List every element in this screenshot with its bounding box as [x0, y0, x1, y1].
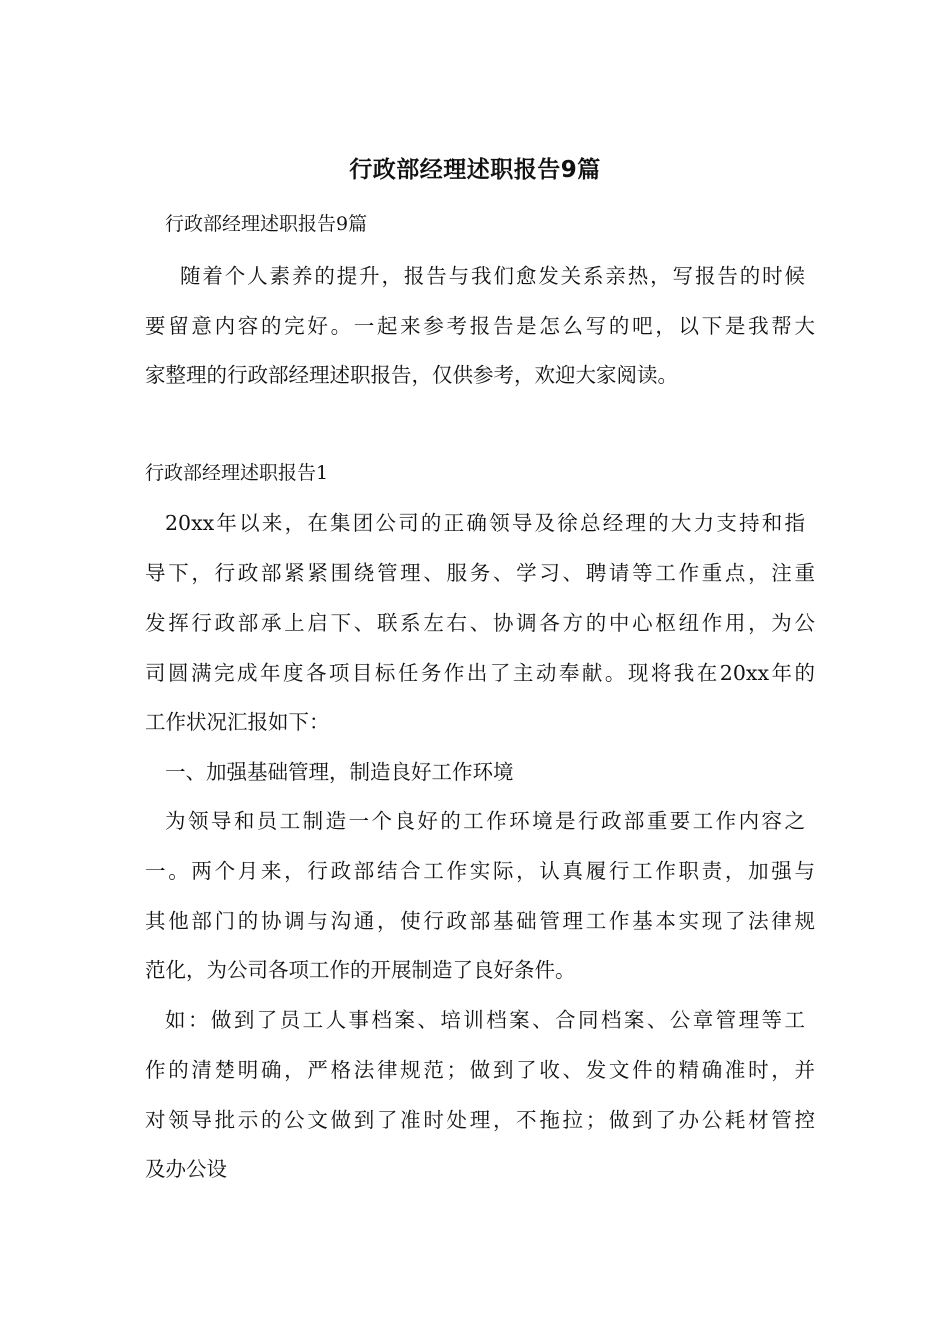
body-line-9: 范化，为公司各项工作的开展制造了良好条件。	[145, 958, 576, 982]
document-title: 行政部经理述职报告9篇	[349, 157, 601, 183]
body-line-8: 其他部门的协调与沟通，使行政部基础管理工作基本实现了法律规	[145, 909, 815, 933]
body-line-7: 一。两个月来，行政部结合工作实际，认真履行工作职责，加强与	[145, 859, 815, 883]
body-line-11: 作的清楚明确，严格法律规范；做到了收、发文件的精确准时，并	[145, 1058, 815, 1082]
subheading-1: 一、加强基础管理，制造良好工作环境	[165, 760, 514, 784]
section-heading: 行政部经理述职报告1	[145, 462, 329, 484]
body-line-4: 司圆满完成年度各项目标任务作出了主动奉献。现将我在20xx年的	[145, 661, 815, 685]
body-line-6: 为领导和员工制造一个良好的工作环境是行政部重要工作内容之	[165, 809, 805, 833]
body-line-2: 导下，行政部紧紧围绕管理、服务、学习、聘请等工作重点，注重	[145, 561, 815, 585]
intro-line-1: 随着个人素养的提升，报告与我们愈发关系亲热，写报告的时候	[180, 264, 805, 288]
intro-line-3: 家整理的行政部经理述职报告，仅供参考，欢迎大家阅读。	[145, 363, 678, 387]
document-subtitle: 行政部经理述职报告9篇	[165, 213, 368, 235]
body-line-13: 及办公设	[145, 1157, 227, 1181]
body-line-10: 如：做到了员工人事档案、培训档案、合同档案、公章管理等工	[165, 1008, 805, 1032]
body-line-12: 对领导批示的公文做到了准时处理，不拖拉；做到了办公耗材管控	[145, 1108, 815, 1132]
body-line-5: 工作状况汇报如下：	[145, 710, 330, 734]
intro-line-2: 要留意内容的完好。一起来参考报告是怎么写的吧，以下是我帮大	[145, 314, 815, 338]
body-line-3: 发挥行政部承上启下、联系左右、协调各方的中心枢纽作用，为公	[145, 611, 815, 635]
body-line-1: 20xx年以来，在集团公司的正确领导及徐总经理的大力支持和指	[165, 511, 805, 535]
